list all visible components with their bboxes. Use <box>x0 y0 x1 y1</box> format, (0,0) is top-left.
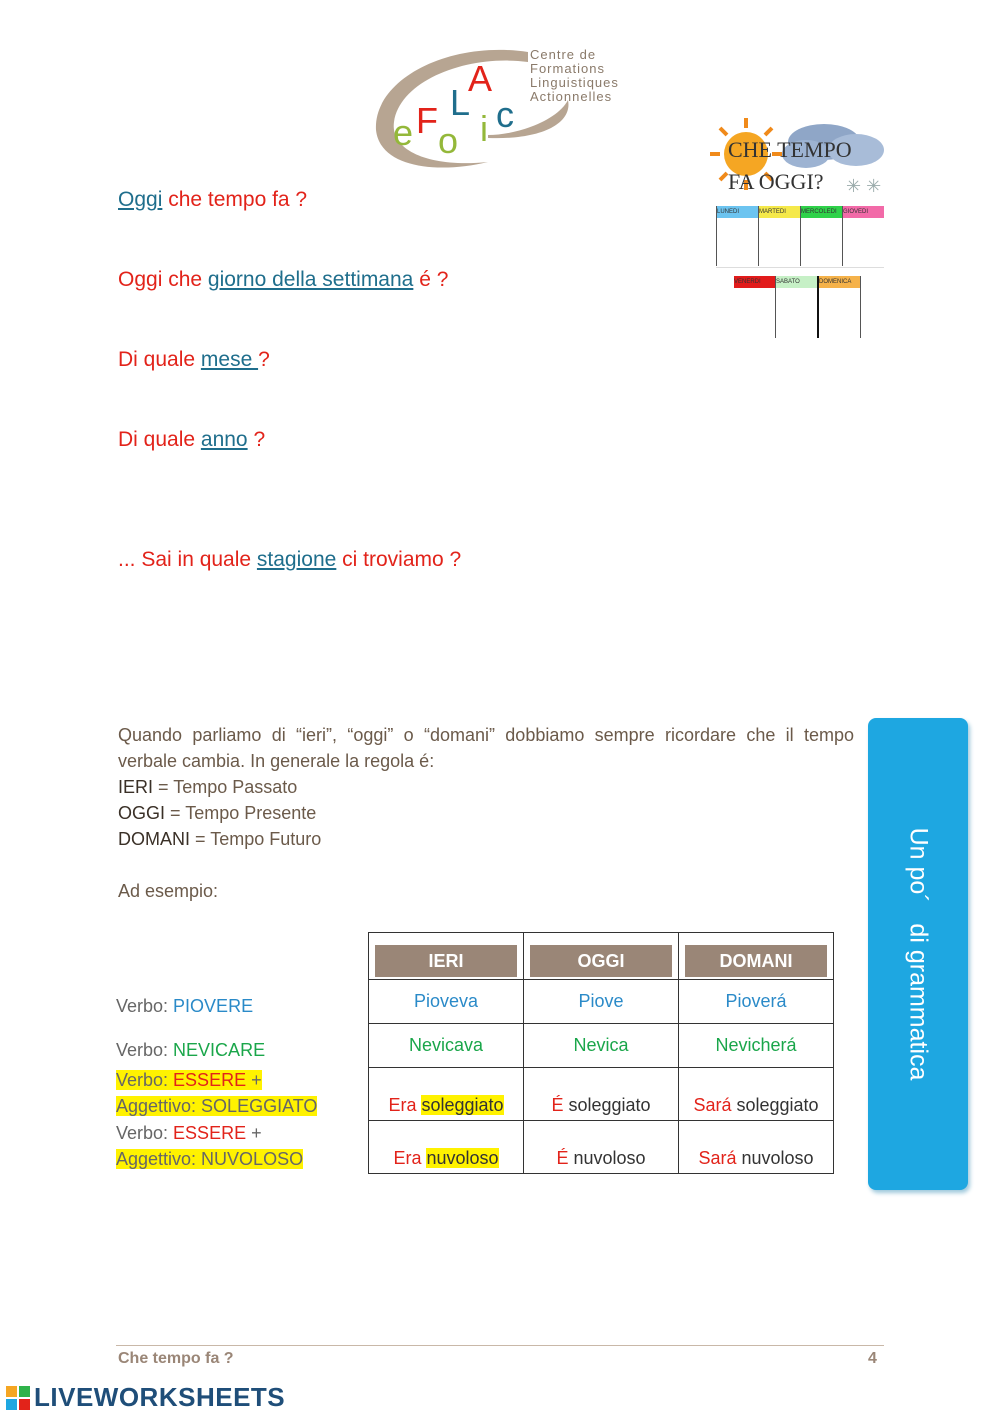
rule-domani <box>118 826 854 852</box>
header-oggi: OGGI <box>530 945 672 977</box>
question-year <box>118 428 265 452</box>
days-row-1 <box>716 206 884 266</box>
day-venerdi <box>734 276 776 338</box>
q1-part-a: Oggi <box>118 188 163 211</box>
day-domenica <box>819 276 861 338</box>
cell-nevica: Nevica <box>524 1024 679 1068</box>
label-nuv-prefix: Verbo: <box>116 1123 174 1143</box>
logo-letter-e: e <box>393 112 414 153</box>
cell-soleggiato-3: soleggiato <box>736 1095 819 1115</box>
question-season <box>118 548 461 572</box>
cell-nuvoloso-3: nuvoloso <box>741 1148 814 1168</box>
liveworksheets-logo-icon <box>6 1386 30 1410</box>
logo-letter-i: i <box>480 108 488 149</box>
q4-part-a: Di quale <box>118 428 201 451</box>
label-piovere-verb: PIOVERE <box>173 996 254 1016</box>
logo-letter-a: A <box>468 58 493 99</box>
rule-oggi-value: = Tempo Presente <box>165 803 317 823</box>
table-row <box>369 1024 834 1068</box>
label-sol-prefix: Verbo: <box>116 1070 174 1090</box>
rule-ieri-key: IERI <box>118 777 154 797</box>
rule-domani-key: DOMANI <box>118 829 190 849</box>
day-domenica-label: DOMENICA <box>819 276 860 288</box>
day-mercoledi-label: MERCOLEDI <box>801 206 842 218</box>
label-nuvoloso <box>116 1120 303 1172</box>
example-label: Ad esempio: <box>118 881 219 901</box>
cell-era-1: Era <box>388 1095 417 1115</box>
logo-letter-o: o <box>438 120 459 161</box>
logo-letter-f: F <box>416 100 438 141</box>
cefolac-logo <box>368 40 628 175</box>
q3-part-c: ? <box>258 348 270 371</box>
cell-sara-soleggiato <box>679 1068 834 1121</box>
grammar-explanation <box>118 722 854 904</box>
label-sol-line1 <box>116 1070 262 1090</box>
label-sol-adjective: Aggettivo: SOLEGGIATO <box>116 1096 318 1116</box>
logo-line-4: Actionnelles <box>530 89 613 104</box>
label-nevicare-prefix: Verbo: <box>116 1040 174 1060</box>
logo-tagline <box>530 48 619 104</box>
logo-line-2: Formations <box>530 61 606 76</box>
label-piovere <box>116 996 253 1017</box>
day-lunedi <box>716 206 759 266</box>
day-sabato-label: SABATO <box>776 276 817 288</box>
cell-nuvoloso-2: nuvoloso <box>573 1148 646 1168</box>
rule-oggi-key: OGGI <box>118 803 166 823</box>
day-lunedi-label: LUNEDI <box>717 206 758 218</box>
logo-letter-l: L <box>450 82 471 123</box>
label-nuv-verb: ESSERE <box>173 1123 247 1143</box>
rule-ieri <box>118 774 854 800</box>
cell-nevicava: Nevicava <box>369 1024 524 1068</box>
q3-part-b: mese <box>200 348 259 371</box>
liveworksheets-wordmark: LIVEWORKSHEETS <box>34 1382 286 1412</box>
header-domani: DOMANI <box>685 945 827 977</box>
weather-calendar-image <box>706 112 890 342</box>
table-row <box>369 1121 834 1174</box>
cell-era-nuvoloso <box>369 1121 524 1174</box>
cell-piovera: Pioverá <box>679 980 834 1024</box>
q4-part-c: ? <box>247 428 266 451</box>
cell-e-nuvoloso <box>524 1121 679 1174</box>
cell-e-soleggiato <box>524 1068 679 1121</box>
header-ieri: IERI <box>375 945 517 977</box>
cell-pioveva: Pioveva <box>369 980 524 1024</box>
rule-domani-value: = Tempo Futuro <box>190 829 322 849</box>
q3-part-a: Di quale <box>118 348 201 371</box>
footer-rule <box>116 1345 884 1346</box>
grammar-intro: Quando parliamo di “ieri”, “oggi” o “domani” dobbiamo sempre ricordare che il tempo verbale cambia. In generale la regola é: <box>118 725 854 771</box>
day-martedi-label: MARTEDI <box>759 206 800 218</box>
sidebar-title: Un po´ di grammatica <box>904 827 933 1081</box>
day-sabato <box>776 276 819 338</box>
question-weather <box>118 188 307 212</box>
header-cell-domani <box>679 933 834 980</box>
q2-part-a: Oggi che <box>118 268 208 291</box>
day-giovedi <box>843 206 884 266</box>
header-cell-oggi <box>524 933 679 980</box>
cell-era-2: Era <box>393 1148 422 1168</box>
label-nevicare-verb: NEVICARE <box>173 1040 266 1060</box>
q1-part-b: che tempo fa ? <box>162 188 308 211</box>
page-number: 4 <box>868 1350 877 1367</box>
question-month <box>118 348 270 372</box>
table-header-row <box>369 933 834 980</box>
header-cell-ieri <box>369 933 524 980</box>
label-sol-plus: + <box>246 1070 262 1090</box>
weather-title-line-2: FA OGGI? <box>728 169 824 194</box>
cell-e-1: É <box>551 1095 564 1115</box>
weather-title-line-1: CHE TEMPO <box>728 137 852 162</box>
label-nuv-plus: + <box>246 1123 262 1143</box>
cell-sara-nuvoloso <box>679 1121 834 1174</box>
cell-sara-1: Sará <box>693 1095 732 1115</box>
cell-piove: Piove <box>524 980 679 1024</box>
logo-line-3: Linguistiques <box>530 75 619 90</box>
cell-nuvoloso-1: nuvoloso <box>426 1148 499 1168</box>
table-row <box>369 1068 834 1121</box>
tense-table <box>368 932 834 1174</box>
logo-line-1: Centre de <box>530 47 597 62</box>
cell-nevichera: Nevicherá <box>679 1024 834 1068</box>
svg-text:✳ ✳: ✳ ✳ <box>846 176 882 196</box>
label-soleggiato <box>116 1067 317 1119</box>
q5-part-c: ci troviamo ? <box>336 548 462 571</box>
rule-oggi <box>118 800 854 826</box>
label-piovere-prefix: Verbo: <box>116 996 174 1016</box>
rule-ieri-value: = Tempo Passato <box>153 777 298 797</box>
label-nuv-adjective: Aggettivo: NUVOLOSO <box>116 1149 304 1169</box>
logo-letter-c: c <box>496 94 514 135</box>
q5-part-a: ... Sai in quale <box>118 548 257 571</box>
cell-e-2: É <box>556 1148 569 1168</box>
q5-part-b: stagione <box>256 548 337 571</box>
label-nevicare <box>116 1040 265 1061</box>
cell-soleggiato-2: soleggiato <box>568 1095 651 1115</box>
day-mercoledi <box>801 206 843 266</box>
day-venerdi-label: VENERDI <box>734 276 775 288</box>
label-sol-verb: ESSERE <box>173 1070 247 1090</box>
question-weekday <box>118 268 448 292</box>
q2-part-c: é ? <box>413 268 449 291</box>
q2-part-b: giorno della settimana <box>207 268 414 291</box>
liveworksheets-brand <box>6 1382 285 1413</box>
day-giovedi-label: GIOVEDI <box>843 206 884 218</box>
footer-title: Che tempo fa ? <box>118 1350 234 1367</box>
q4-part-b: anno <box>200 428 248 451</box>
cell-sara-2: Sará <box>698 1148 737 1168</box>
weather-title <box>728 134 852 198</box>
table-row <box>369 980 834 1024</box>
cell-era-soleggiato <box>369 1068 524 1121</box>
grammar-sidebar-box <box>868 718 968 1190</box>
day-martedi <box>759 206 801 266</box>
cell-soleggiato-1: soleggiato <box>421 1095 504 1115</box>
calendar-divider <box>716 267 884 268</box>
days-row-2 <box>734 276 861 338</box>
